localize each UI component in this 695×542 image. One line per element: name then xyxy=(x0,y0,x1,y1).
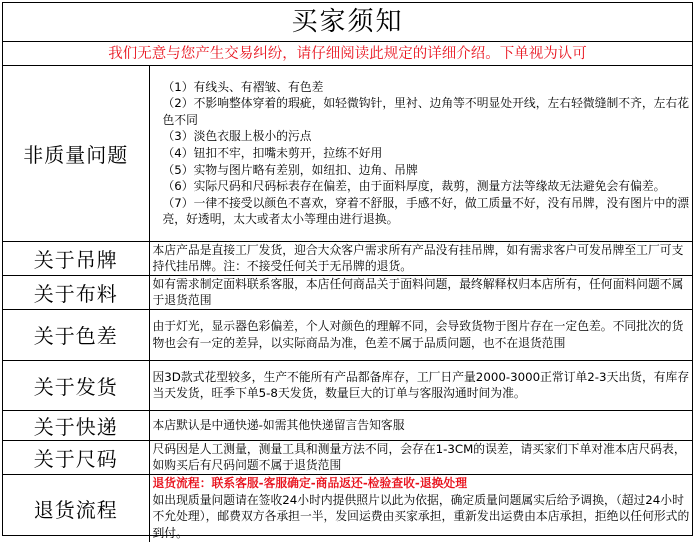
row-content-express: 本店默认是中通快递-如需其他快递留言告知客服 xyxy=(149,410,692,440)
table-row-fabric xyxy=(3,275,692,309)
row-label-express: 关于快递 xyxy=(3,410,149,440)
table-row-color xyxy=(3,309,692,360)
row-label-tag: 关于吊牌 xyxy=(3,241,149,275)
page-title: 买家须知 xyxy=(3,3,692,42)
row-content-returns xyxy=(149,475,692,542)
table-row-size xyxy=(3,440,692,474)
row-label-size: 关于尺码 xyxy=(3,440,149,474)
row-label-shipping: 关于发货 xyxy=(3,360,149,410)
rules-table xyxy=(3,66,692,542)
row-label-quality: 非质量问题 xyxy=(3,66,149,241)
table-row-quality xyxy=(3,66,692,241)
quality-item-5: （5）实物与图片略有差别，如纽扣、边角、吊牌 xyxy=(162,162,418,177)
row-label-color: 关于色差 xyxy=(3,309,149,360)
quality-item-6: （6）实际尺码和尺码标表存在偏差，由于面料厚度，裁剪，测量方法等缘故无法避免会有偏差。 xyxy=(162,179,666,194)
row-content-tag: 本店产品是直接工厂发货，迎合大众客户需求所有产品没有挂吊牌，如有需求客户可发吊牌至工厂可支持代挂吊牌。注：不接受任何关于无吊牌的退货。 xyxy=(149,241,692,275)
row-content-color: 由于灯光，显示器色彩偏差，个人对颜色的理解不同，会导致货物于图片存在一定色差。不同批次的货物也会有一定的差异，以实际商品为准，色差不属于品质问题，也不在退货范围 xyxy=(149,309,692,360)
buyer-notice-sheet xyxy=(2,2,693,540)
table-row-tag xyxy=(3,241,692,275)
row-content-quality xyxy=(149,66,692,241)
quality-item-3: （3）淡色衣服上极小的污点 xyxy=(162,129,312,144)
return-flow-steps: 退货流程：联系客服-客服确定-商品返还-检验查收-退换处理 xyxy=(152,476,468,491)
row-content-size: 尺码因是人工测量，测量工具和测量方法不同，会存在1-3CM的误差，请买家们下单对准本店尺码表，如购买后有尺码问题不属于退货范围 xyxy=(149,440,692,474)
row-content-fabric: 如有需求制定面料联系客服，本店任何商品关于面料问题，最终解释权归本店所有，任何面料问题不属于退货范围 xyxy=(149,275,692,309)
quality-item-4: （4）钮扣不牢，扣嘴未剪开，拉练不好用 xyxy=(162,145,383,160)
table-row-shipping xyxy=(3,360,692,410)
table-row-returns xyxy=(3,475,692,542)
quality-item-2: （2）不影响整体穿着的瑕疵，如轻微钩针，里衬、边角等不明显处开线，左右轻微缝制不齐，左右花色不同 xyxy=(162,96,690,127)
return-policy-text: 如出现质量问题请在签收24小时内提供照片以此为依据，确定质量问题属实后给予调换，（超过24小时不允处理），邮费双方各承担一半，发回运费由买家承担，重新发出运费由本店承担，拒绝以任何形式的到付。 xyxy=(152,492,690,540)
row-label-returns: 退货流程 xyxy=(3,475,149,542)
page-subtitle: 我们无意与您产生交易纠纷，请仔细阅读此规定的详细介绍。下单视为认可 xyxy=(3,42,692,66)
row-label-fabric: 关于布料 xyxy=(3,275,149,309)
table-row-express xyxy=(3,410,692,440)
row-content-shipping: 因3D款式花型较多，生产不能所有产品都备库存，工厂日产量2000-3000正常订单2-3天出货，有库存当天发货，旺季下单5-8天发货，数量巨大的订单与客服沟通时间为准。 xyxy=(149,360,692,410)
quality-item-7: （7）一律不接受以颜色不喜欢，穿着不舒服，手感不好，做工质量不好，没有吊牌，没有图片中的漂亮，好透明，太大或者太小等理由进行退换。 xyxy=(162,195,690,227)
quality-item-1: （1）有线头、有褶皱、有色差 xyxy=(162,79,324,94)
